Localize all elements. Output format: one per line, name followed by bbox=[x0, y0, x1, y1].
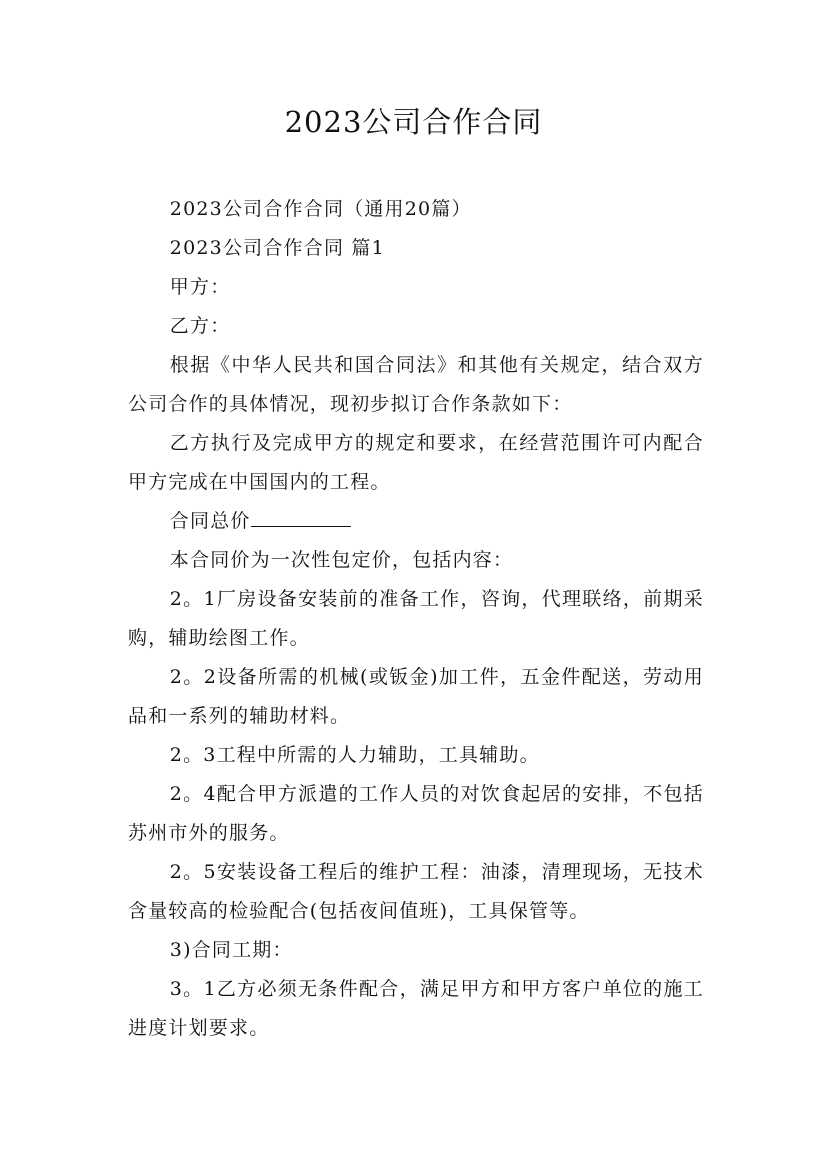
document-body bbox=[128, 190, 704, 1048]
paragraph-clause-3-1: 3。1乙方必须无条件配合，满足甲方和甲方客户单位的施工进度计划要求。 bbox=[128, 978, 704, 1039]
paragraph-price-contents: 本合同价为一次性包定价，包括内容： bbox=[169, 549, 514, 571]
total-price-blank-line bbox=[251, 525, 351, 527]
paragraph-party-a: 甲方： bbox=[169, 276, 231, 298]
paragraph-preamble: 根据《中华人民共和国合同法》和其他有关规定，结合双方公司合作的具体情况，现初步拟订合作条款如下： bbox=[128, 354, 704, 415]
paragraph-section-3-heading: 3)合同工期： bbox=[169, 939, 293, 961]
total-price-label: 合同总价 bbox=[169, 510, 251, 532]
paragraph-clause-2-1: 2。1厂房设备安装前的准备工作，咨询，代理联络，前期采购，辅助绘图工作。 bbox=[128, 588, 704, 649]
document-title: 2023公司合作合同 bbox=[284, 105, 543, 139]
paragraph-scope: 乙方执行及完成甲方的规定和要求，在经营范围许可内配合甲方完成在中国国内的工程。 bbox=[128, 432, 704, 493]
paragraph-clause-2-3: 2。3工程中所需的人力辅助，工具辅助。 bbox=[169, 744, 540, 766]
paragraph-clause-2-4: 2。4配合甲方派遣的工作人员的对饮食起居的安排，不包括苏州市外的服务。 bbox=[128, 783, 704, 844]
paragraph-clause-2-5: 2。5安装设备工程后的维护工程：油漆，清理现场，无技术含量较高的检验配合(包括夜间值班)，工具保管等。 bbox=[128, 861, 704, 922]
paragraph-total-price bbox=[128, 502, 704, 541]
paragraph-clause-2-2: 2。2设备所需的机械(或钣金)加工件，五金件配送，劳动用品和一系列的辅助材料。 bbox=[128, 666, 704, 727]
paragraph-party-b: 乙方： bbox=[169, 315, 231, 337]
paragraph-subtitle: 2023公司合作合同（通用20篇） bbox=[169, 198, 472, 220]
paragraph-section-heading: 2023公司合作合同 篇1 bbox=[169, 237, 385, 259]
